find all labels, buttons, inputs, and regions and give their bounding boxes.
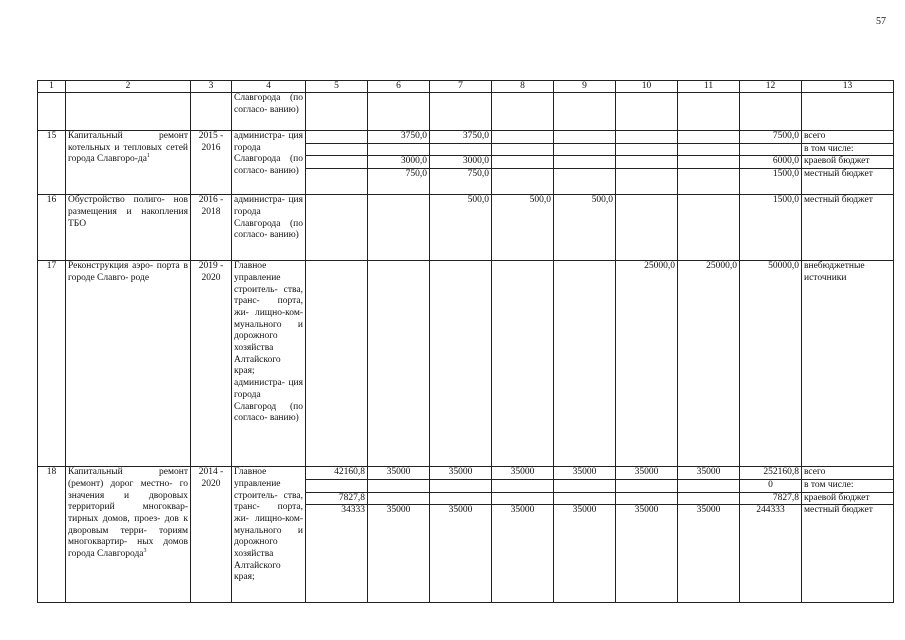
source-cell: в том числе: [802, 479, 894, 492]
value-cell: 7827,8 [306, 492, 368, 505]
column-header: 11 [678, 81, 740, 93]
column-header: 6 [368, 81, 430, 93]
column-header: 9 [554, 81, 616, 93]
value-cell: 34333 [306, 505, 368, 603]
years-cell: 2016 - 2018 [191, 195, 232, 261]
executor-cell: администра- ция города Славгорода (по согласо- ванию) [232, 131, 306, 195]
value-cell: 750,0 [368, 169, 430, 195]
column-header: 13 [802, 81, 894, 93]
value-cell: 35000 [678, 505, 740, 603]
value-cell: 35000 [616, 505, 678, 603]
source-cell: местный бюджет [802, 505, 894, 603]
value-cell: 25000,0 [616, 261, 678, 467]
column-header: 2 [66, 81, 191, 93]
footnote-mark: 1 [146, 153, 150, 160]
value-cell: 35000 [492, 467, 554, 480]
measure-name-cell: Обустройство полиго- нов размещения и накопления ТБО [66, 195, 191, 261]
source-cell: местный бюджет [802, 169, 894, 195]
value-cell: 500,0 [554, 195, 616, 261]
total-cell: 7827,8 [740, 492, 802, 505]
total-cell: 1500,0 [740, 169, 802, 195]
source-cell: всего [802, 131, 894, 144]
row-number: 18 [38, 467, 66, 603]
value-cell: 500,0 [492, 195, 554, 261]
total-cell: 50000,0 [740, 261, 802, 467]
total-cell: 0 [740, 479, 802, 492]
column-header: 7 [430, 81, 492, 93]
executor-cell: администра- ция города Славгорода (по согласо- ванию) [232, 195, 306, 261]
years-cell: 2019 - 2020 [191, 261, 232, 467]
value-cell: 35000 [430, 505, 492, 603]
measure-name-cell: Реконструкция аэро- порта в городе Славго- роде [66, 261, 191, 467]
total-cell: 7500,0 [740, 131, 802, 144]
value-cell: 500,0 [430, 195, 492, 261]
executor-cell: Главное управление строитель- ства, транс- порта, жи- лищно-ком- мунального и дорожного хозяйства Алтайского края; администра- ция города Славгород (по согласо- ванию) [232, 261, 306, 467]
footnote-mark: 3 [143, 547, 147, 554]
value-cell: 35000 [616, 467, 678, 480]
value-cell: 3000,0 [430, 156, 492, 169]
column-header: 4 [232, 81, 306, 93]
source-cell: внебюджетные источники [802, 261, 894, 467]
value-cell: 3750,0 [430, 131, 492, 144]
table-row [38, 261, 894, 467]
years-cell: 2015 - 2016 [191, 131, 232, 195]
source-cell: в том числе: [802, 143, 894, 156]
measure-name-cell: Капитальный ремонт (ремонт) дорог местно- го значения и дворовых территорий многоквар- тирных домов, проез- дов к дворовым терри- ториям многоквартир- ных домов города Славгорода$^3$ [66, 467, 191, 603]
value-cell: 35000 [368, 505, 430, 603]
value-cell: 750,0 [430, 169, 492, 195]
total-cell: 6000,0 [740, 156, 802, 169]
executor-cell: Славгорода (по согласо- ванию) [232, 93, 306, 131]
row-number: 17 [38, 261, 66, 467]
table-row [38, 467, 894, 480]
total-cell: 244333 [740, 505, 802, 603]
row-number: 15 [38, 131, 66, 195]
column-header: 1 [38, 81, 66, 93]
measure-name-cell: Капитальный ремонт котельных и тепловых сетей города Славгоро-$да^1$ [66, 131, 191, 195]
total-cell: 252160,8 [740, 467, 802, 480]
total-cell: 1500,0 [740, 195, 802, 261]
column-header: 8 [492, 81, 554, 93]
column-header: 12 [740, 81, 802, 93]
executor-cell: Главное управление строитель- ства, транс- порта, жи- лищно-ком- мунального и дорожного хозяйства Алтайского края; [232, 467, 306, 603]
column-header: 3 [191, 81, 232, 93]
value-cell: 3000,0 [368, 156, 430, 169]
table-header-row [38, 81, 894, 93]
budget-table [37, 80, 894, 603]
value-cell: 35000 [554, 505, 616, 603]
value-cell: 35000 [678, 467, 740, 480]
column-header: 5 [306, 81, 368, 93]
value-cell: 35000 [368, 467, 430, 480]
value-cell: 25000,0 [678, 261, 740, 467]
value-cell: 35000 [430, 467, 492, 480]
value-cell: 3750,0 [368, 131, 430, 144]
value-cell: 42160,8 [306, 467, 368, 480]
column-header: 10 [616, 81, 678, 93]
row-number: 16 [38, 195, 66, 261]
table-row [38, 131, 894, 144]
value-cell: 35000 [554, 467, 616, 480]
table-row [38, 195, 894, 261]
source-cell: всего [802, 467, 894, 480]
value-cell: 35000 [492, 505, 554, 603]
source-cell: краевой бюджет [802, 492, 894, 505]
years-cell: 2014 - 2020 [191, 467, 232, 603]
source-cell: местный бюджет [802, 195, 894, 261]
source-cell: краевой бюджет [802, 156, 894, 169]
page-number: 57 [876, 16, 886, 27]
table-row [38, 93, 894, 131]
